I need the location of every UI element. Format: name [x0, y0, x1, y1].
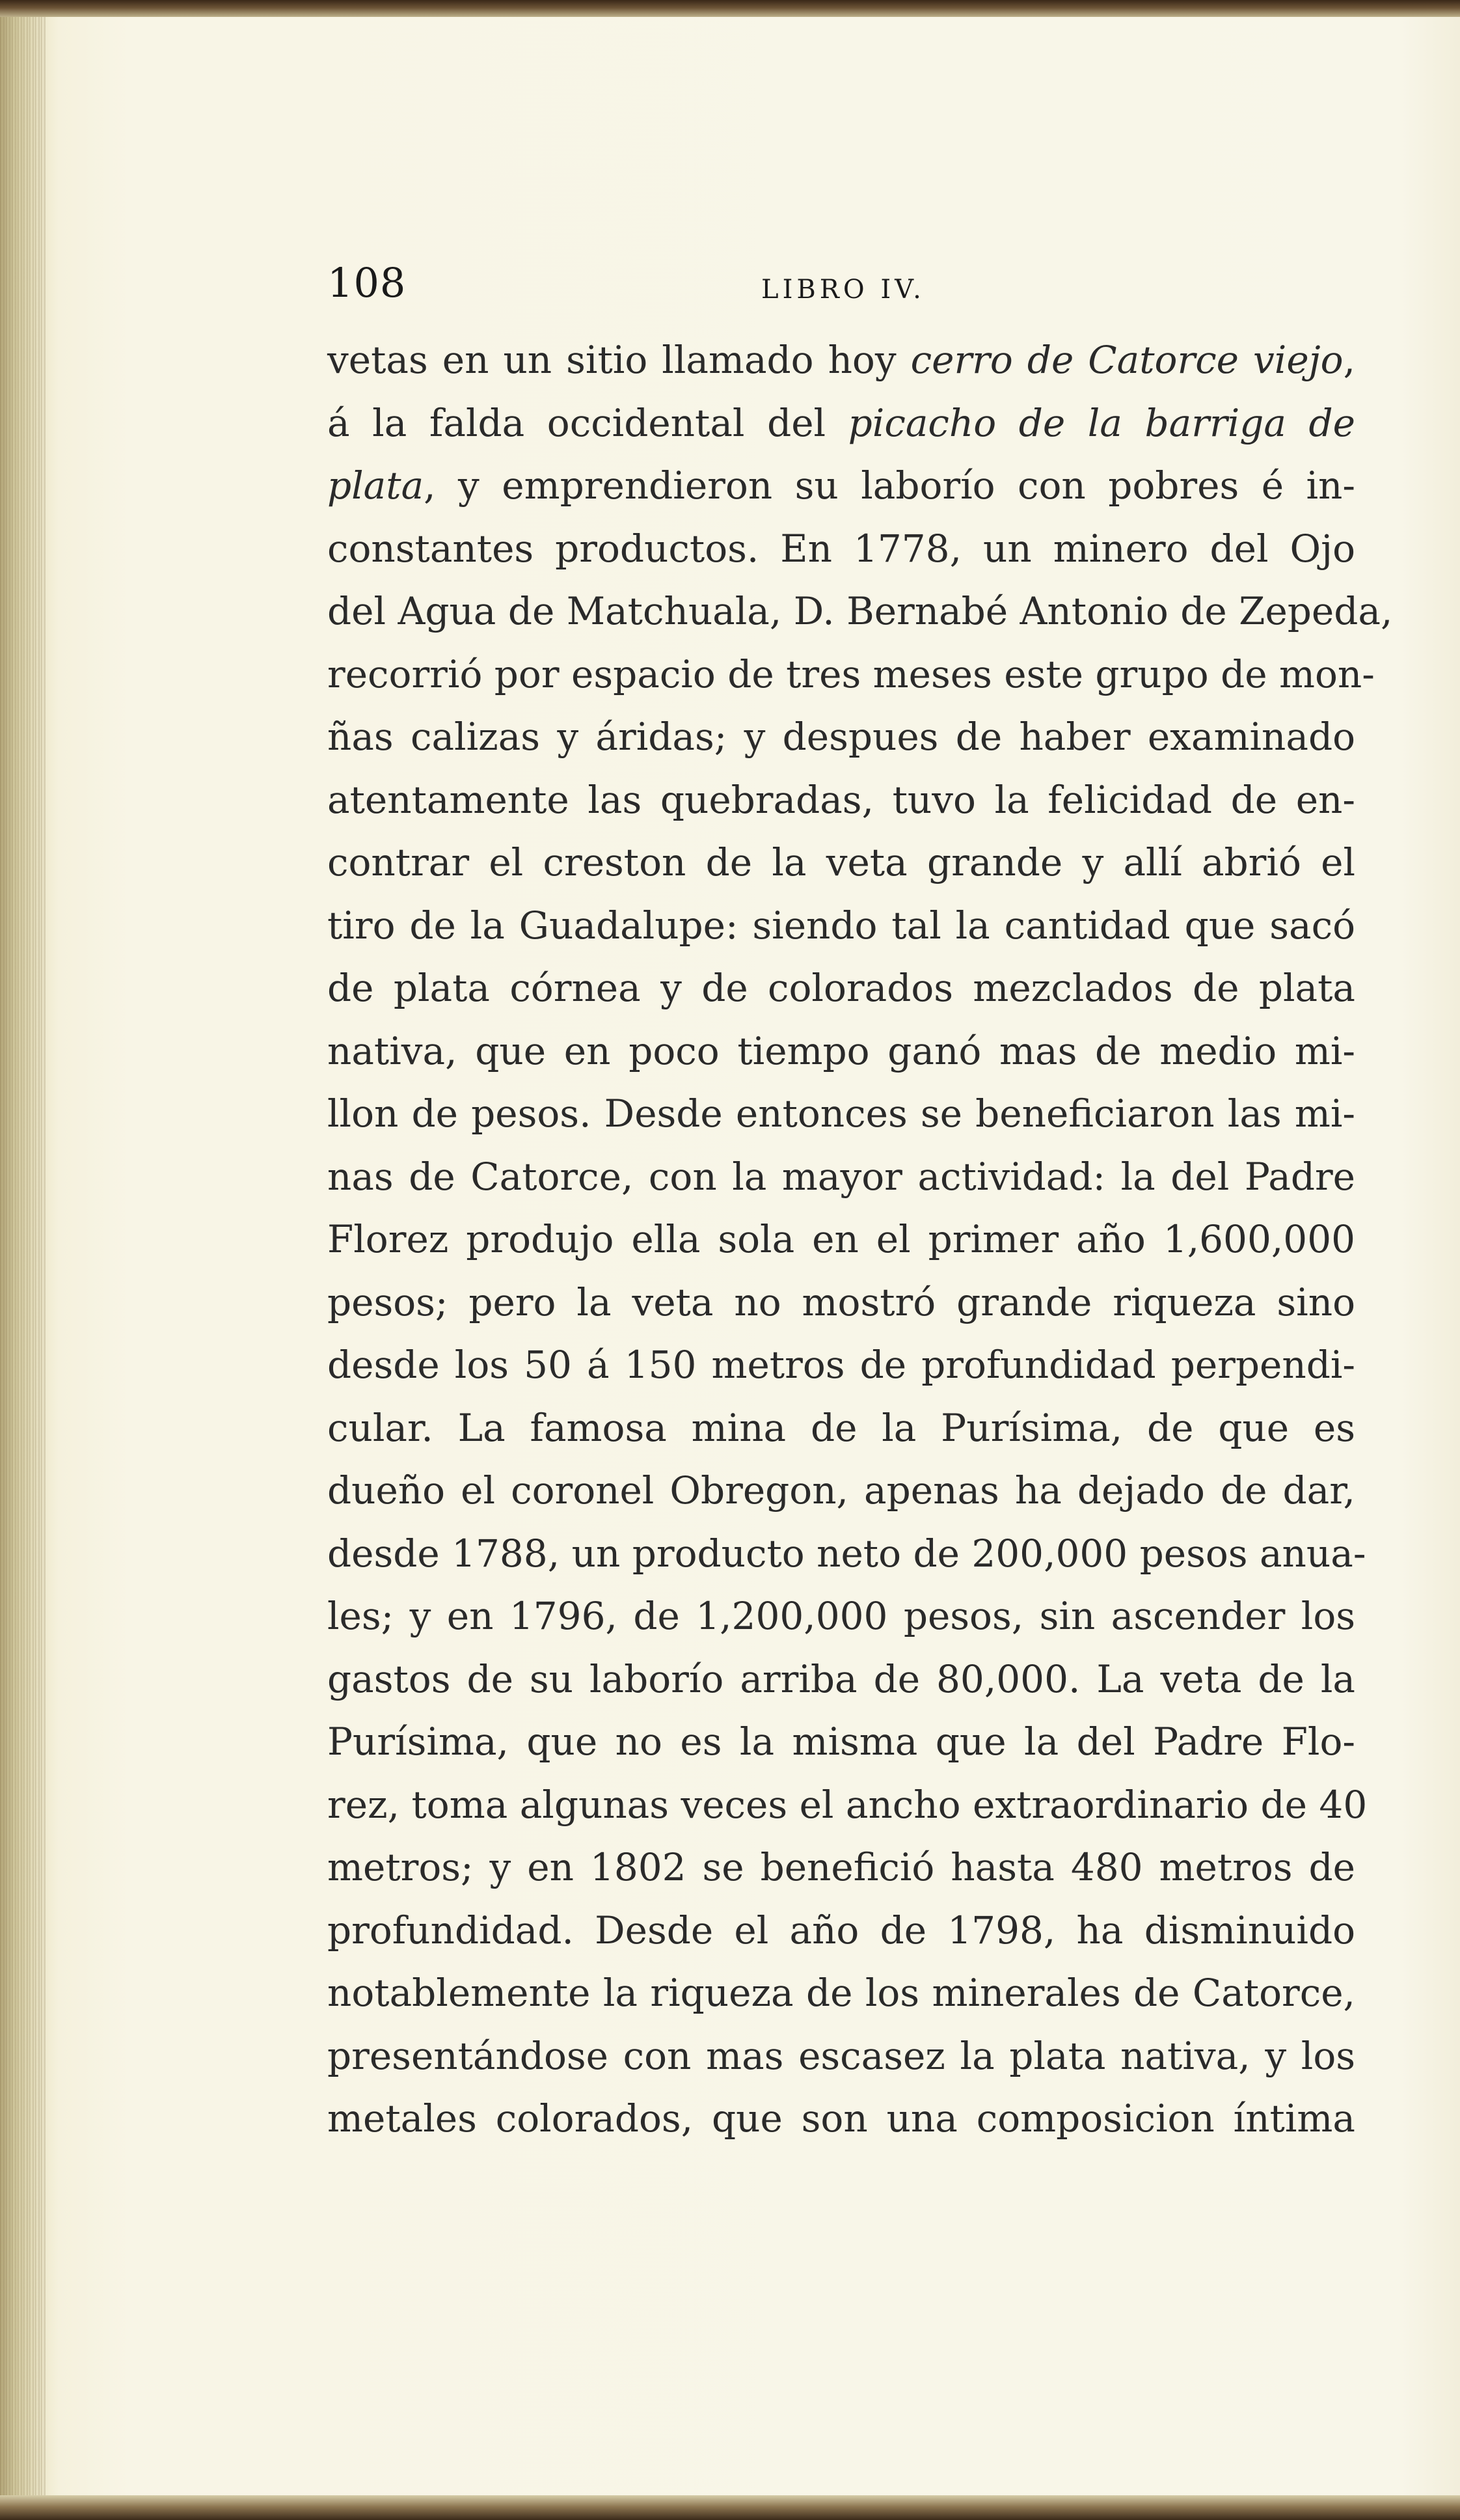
- text-run: ñas calizas y áridas; y despues de haber examinado: [327, 715, 1355, 759]
- text-line: [327, 392, 1355, 455]
- body-text: [327, 329, 1393, 2150]
- text-line: [327, 2087, 1355, 2150]
- text-run: pesos; pero la veta no mostró grande riqueza sino: [327, 1280, 1355, 1324]
- text-line: [327, 1334, 1355, 1397]
- italic-text-run: picacho de la barriga de: [848, 400, 1355, 445]
- text-run: , y emprendieron su laborío con pobres é in-: [424, 463, 1355, 508]
- text-line: [327, 1710, 1355, 1774]
- text-line: [327, 580, 1393, 643]
- italic-text-run: cerro de Catorce viejo: [910, 338, 1344, 382]
- text-run: les; y en 1796, de 1,200,000 pesos, sin ascender los: [327, 1594, 1355, 1638]
- text-line: [327, 1774, 1368, 1837]
- text-run: cular. La famosa mina de la Purísima, de que es: [327, 1405, 1355, 1450]
- text-run: gastos de su laborío arriba de 80,000. La veta de la: [327, 1656, 1355, 1701]
- text-line: [327, 1836, 1355, 1899]
- text-run: nas de Catorce, con la mayor actividad: la del Padre: [327, 1154, 1355, 1199]
- text-run: profundidad. Desde el año de 1798, ha disminuido: [327, 1908, 1355, 1952]
- text-run: constantes productos. En 1778, un minero del Ojo: [327, 526, 1355, 571]
- text-run: nativa, que en poco tiempo ganó mas de medio mi-: [327, 1028, 1355, 1073]
- text-line: [327, 957, 1355, 1020]
- text-line: [327, 1271, 1355, 1334]
- text-line: [327, 1082, 1355, 1145]
- text-run: desde 1788, un producto neto de 200,000 pesos anua-: [327, 1531, 1366, 1576]
- text-run: atentamente las quebradas, tuvo la felicidad de en-: [327, 777, 1355, 822]
- text-line: [327, 1020, 1355, 1083]
- page-number: 108: [327, 259, 407, 307]
- italic-text-run: plata: [327, 463, 424, 508]
- text-line: [327, 769, 1355, 832]
- text-run: metales colorados, que son una composicion íntima: [327, 2096, 1355, 2141]
- text-line: [327, 831, 1355, 894]
- text-line: [327, 1585, 1355, 1648]
- text-run: del Agua de Matchuala, D. Bernabé Antonio de Zepeda,: [327, 589, 1393, 633]
- text-line: [327, 894, 1355, 957]
- running-head: [0, 254, 1460, 319]
- text-line: [327, 705, 1355, 769]
- text-line: [327, 1459, 1355, 1522]
- text-run: rez, toma algunas veces el ancho extraordinario de 40: [327, 1782, 1368, 1827]
- text-line: [327, 2025, 1355, 2088]
- text-line: [327, 1648, 1355, 1711]
- text-run: Purísima, que no es la misma que la del Padre Flo-: [327, 1719, 1355, 1764]
- text-line: [327, 1899, 1355, 1962]
- text-line: [327, 517, 1355, 581]
- text-run: metros; y en 1802 se benefició hasta 480 metros de: [327, 1845, 1355, 1889]
- text-run: tiro de la Guadalupe: siendo tal la cantidad que sacó: [327, 903, 1355, 948]
- text-line: [327, 1522, 1366, 1585]
- text-run: contrar el creston de la veta grande y allí abrió el: [327, 840, 1355, 884]
- text-run: recorrió por espacio de tres meses este grupo de mon-: [327, 651, 1375, 696]
- text-line: [327, 329, 1355, 392]
- text-line: [327, 643, 1375, 706]
- text-run: dueño el coronel Obregon, apenas ha dejado de dar,: [327, 1468, 1355, 1513]
- text-run: á la falda occidental del: [327, 400, 848, 445]
- text-line: [327, 1397, 1355, 1460]
- text-run: llon de pesos. Desde entonces se beneficiaron las mi-: [327, 1091, 1355, 1136]
- top-page-edge: [0, 0, 1460, 17]
- text-run: Florez produjo ella sola en el primer año 1,600,000: [327, 1217, 1355, 1261]
- text-run: notablemente la riqueza de los minerales de Catorce,: [327, 1971, 1355, 2015]
- text-line: [327, 1962, 1355, 2025]
- text-run: presentándose con mas escasez la plata nativa, y los: [327, 2033, 1355, 2078]
- text-line: [327, 1208, 1355, 1271]
- text-line: [327, 454, 1355, 517]
- text-run: ,: [1343, 338, 1356, 382]
- text-run: vetas en un sitio llamado hoy: [327, 338, 911, 382]
- binding-gutter: [0, 0, 46, 2520]
- text-run: de plata córnea y de colorados mezclados de plata: [327, 966, 1355, 1010]
- book-label: LIBRO IV.: [761, 275, 925, 305]
- text-run: desde los 50 á 150 metros de profundidad perpendi-: [327, 1343, 1355, 1387]
- text-line: [327, 1145, 1355, 1209]
- bottom-page-edge: [0, 2495, 1460, 2520]
